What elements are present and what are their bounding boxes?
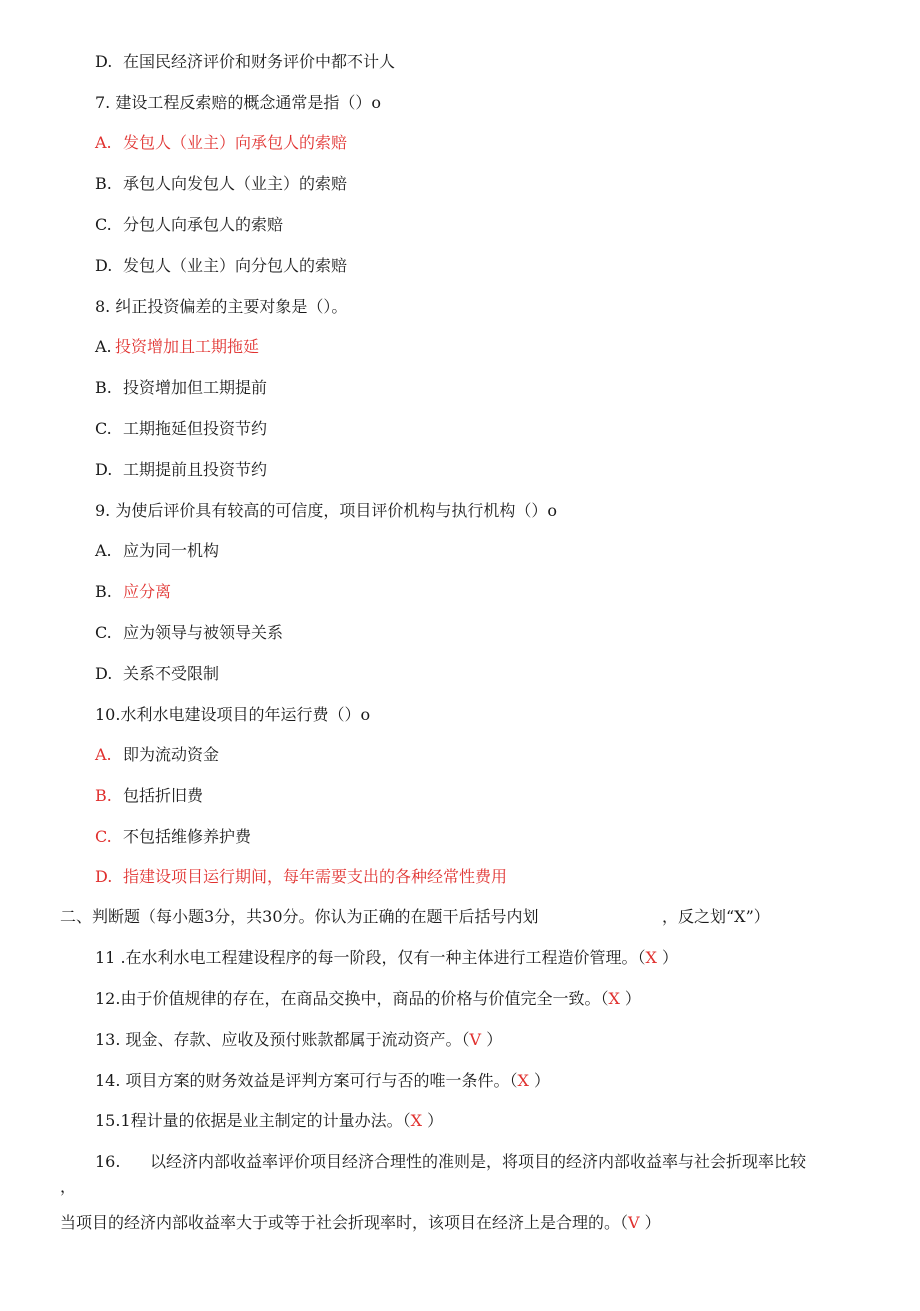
option-label: D. bbox=[95, 867, 113, 886]
judgment-text: 14. 项目方案的财务效益是评判方案可行与否的唯一条件。（ bbox=[95, 1071, 518, 1090]
option-label: C. bbox=[95, 215, 112, 234]
q9-option-b bbox=[95, 581, 171, 603]
judgment-close: ） bbox=[422, 1111, 444, 1130]
q9-stem: 9. 为使后评价具有较高的可信度，项目评价机构与执行机构（）o bbox=[95, 501, 557, 520]
q8-stem: 8. 纠正投资偏差的主要对象是（）。 bbox=[95, 297, 348, 316]
judgment-16-text: 以经济内部收益率评价项目经济合理性的准则是，将项目的经济内部收益率与社会折现率比较 bbox=[150, 1152, 807, 1171]
option-text: 发包人（业主）向承包人的索赔 bbox=[123, 133, 348, 152]
judgment-14 bbox=[95, 1070, 550, 1092]
judgment-close: ） bbox=[639, 1213, 661, 1232]
option-label: A. bbox=[95, 133, 112, 152]
option-label: B. bbox=[95, 582, 112, 601]
judgment-text: 15.1程计量的依据是业主制定的计量办法。（ bbox=[95, 1111, 411, 1130]
q8-option-d bbox=[95, 459, 267, 481]
q7-option-a bbox=[95, 132, 347, 154]
judgment-text: 13. 现金、存款、应收及预付账款都属于流动资产。（ bbox=[95, 1030, 470, 1049]
judgment-close: ） bbox=[481, 1030, 503, 1049]
judgment-close: ） bbox=[619, 989, 641, 1008]
option-text: 发包人（业主）向分包人的索赔 bbox=[123, 256, 348, 275]
option-text: 不包括维修养护费 bbox=[123, 827, 252, 846]
option-label: B. bbox=[95, 174, 112, 193]
option-label: D. bbox=[95, 460, 113, 479]
judgment-11 bbox=[95, 947, 678, 969]
option-text: 即为流动资金 bbox=[123, 745, 220, 764]
q7-option-c bbox=[95, 214, 283, 236]
judgment-text: 11 .在水利水电工程建设程序的每一阶段，仅有一种主体进行工程造价管理。（ bbox=[95, 948, 646, 967]
option-text: 投资增加且工期拖延 bbox=[115, 337, 260, 356]
option-label: C. bbox=[95, 419, 112, 438]
judgment-16-number: 16. bbox=[95, 1152, 121, 1171]
q10-stem: 10.水利水电建设项目的年运行费（）o bbox=[95, 705, 371, 724]
q9-option-a bbox=[95, 540, 219, 562]
section-2-heading-tail: ，反之划“X”） bbox=[662, 907, 770, 926]
option-text: 应分离 bbox=[123, 582, 172, 601]
q7-option-d bbox=[95, 255, 347, 277]
judgment-text: 当项目的经济内部收益率大于或等于社会折现率时，该项目在经济上是合理的。（ bbox=[60, 1213, 629, 1232]
q10-option-b bbox=[95, 785, 203, 807]
judgment-mark: V bbox=[469, 1030, 482, 1049]
judgment-close: ） bbox=[656, 948, 679, 967]
q9-option-c bbox=[95, 622, 283, 644]
option-label: D. bbox=[95, 664, 113, 683]
q7-option-b bbox=[95, 173, 347, 195]
option-label: B. bbox=[95, 378, 112, 397]
judgment-mark: V bbox=[628, 1213, 640, 1232]
q6-option-d bbox=[95, 51, 395, 73]
section-heading-part-a: 二、判断题（每小题3分，共30分。你认为正确的在题干后括号内划 bbox=[60, 907, 539, 926]
option-text: 分包人向承包人的索赔 bbox=[123, 215, 284, 234]
q9-option-d bbox=[95, 663, 219, 685]
option-label: A. bbox=[95, 745, 112, 764]
option-text: 应为领导与被领导关系 bbox=[123, 623, 284, 642]
judgment-mark: X bbox=[517, 1071, 529, 1090]
judgment-15 bbox=[95, 1110, 443, 1132]
option-label: D. bbox=[95, 52, 113, 71]
q8-option-a bbox=[95, 336, 259, 358]
q10-option-d bbox=[95, 866, 507, 888]
q10-option-a bbox=[95, 744, 219, 766]
judgment-text: 12.由于价值规律的存在，在商品交换中，商品的价格与价值完全一致。（ bbox=[95, 989, 609, 1008]
judgment-close: ） bbox=[528, 1071, 551, 1090]
option-text: 应为同一机构 bbox=[123, 541, 220, 560]
option-text: 工期提前且投资节约 bbox=[123, 460, 268, 479]
option-text: 工期拖延但投资节约 bbox=[123, 419, 268, 438]
judgment-16-continuation bbox=[60, 1212, 661, 1234]
option-label: A. bbox=[95, 337, 112, 356]
option-label: C. bbox=[95, 623, 112, 642]
q10-option-c bbox=[95, 826, 251, 848]
judgment-13 bbox=[95, 1029, 502, 1051]
judgment-mark: X bbox=[645, 948, 657, 967]
option-label: B. bbox=[95, 786, 112, 805]
option-text: 承包人向发包人（业主）的索赔 bbox=[123, 174, 348, 193]
judgment-16-comma: ， bbox=[60, 1177, 77, 1196]
option-text: 包括折旧费 bbox=[123, 786, 204, 805]
q7-stem: 7. 建设工程反索赔的概念通常是指（）o bbox=[95, 93, 381, 112]
judgment-mark: X bbox=[410, 1111, 423, 1130]
section-2-heading bbox=[60, 906, 539, 928]
q8-option-b bbox=[95, 377, 267, 399]
judgment-mark: X bbox=[608, 989, 620, 1008]
option-text: 投资增加但工期提前 bbox=[123, 378, 268, 397]
q8-option-c bbox=[95, 418, 267, 440]
judgment-12 bbox=[95, 988, 641, 1010]
option-text: 在国民经济评价和财务评价中都不计人 bbox=[123, 52, 396, 71]
option-text: 指建设项目运行期间，每年需要支出的各种经常性费用 bbox=[123, 867, 508, 886]
option-text: 关系不受限制 bbox=[123, 664, 220, 683]
option-label: A. bbox=[95, 541, 112, 560]
option-label: C. bbox=[95, 827, 112, 846]
option-label: D. bbox=[95, 256, 113, 275]
